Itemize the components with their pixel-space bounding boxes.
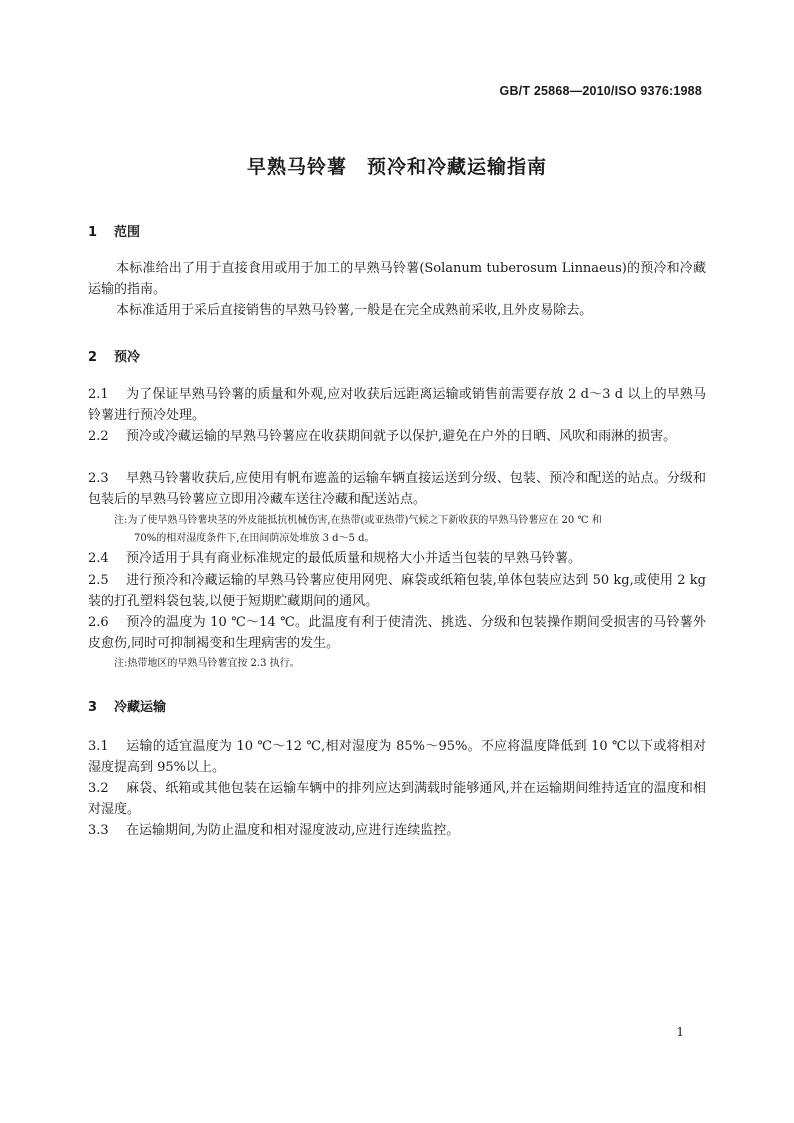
clause-text: 早熟马铃薯收获后,应使用有帆布遮盖的运输车辆直接运送到分级、包装、预冷和配送的站点。分级和包装后的早熟马铃薯应立即用冷藏车送往冷藏和配送站点。	[88, 471, 706, 507]
clause-number: 2.5	[88, 573, 109, 588]
section-heading-transport	[88, 696, 166, 715]
section-heading-precooling	[88, 346, 140, 365]
clause-text: 在运输期间,为防止温度和相对湿度波动,应进行连续监控。	[126, 823, 460, 838]
clause-text: 预冷的温度为 10 ℃～14 ℃。此温度有利于使清洗、挑选、分级和包装操作期间受损害的马铃薯外皮愈伤,同时可抑制褐变和生理病害的发生。	[88, 615, 706, 651]
section-number: 1	[88, 225, 98, 240]
clause-2-2	[88, 427, 706, 448]
page-title: 早熟马铃薯 预冷和冷藏运输指南	[246, 156, 547, 178]
note-2-6: 注:热带地区的早熟马铃薯宜按 2.3 执行。	[114, 658, 300, 669]
clause-3-3	[88, 821, 706, 842]
clause-number: 2.1	[88, 387, 109, 402]
clause-2-1	[88, 385, 706, 426]
note-2-3-line-1: 注:为了使早熟马铃薯块茎的外皮能抵抗机械伤害,在热带(或亚热带)气候之下新收获的早熟马铃薯应在 20 ℃ 和	[114, 515, 602, 526]
section-heading-scope	[88, 221, 140, 240]
note-2-3-line-2: 70%的相对湿度条件下,在田间荫凉处堆放 3 d～5 d。	[134, 533, 375, 544]
clause-number: 3.1	[88, 739, 109, 754]
page-number: 1	[676, 1025, 684, 1039]
clause-text: 为了保证早熟马铃薯的质量和外观,应对收获后远距离运输或销售前需要存放 2 d～3 d 以上的早熟马铃薯进行预冷处理。	[88, 387, 706, 423]
clause-text: 预冷适用于具有商业标准规定的最低质量和规格大小并适当包装的早熟马铃薯。	[126, 551, 582, 566]
clause-text: 运输的适宜温度为 10 ℃～12 ℃,相对湿度为 85%～95%。不应将温度降低到 10 ℃以下或将相对湿度提高到 95%以上。	[88, 739, 706, 775]
clause-2-5	[88, 571, 706, 612]
clause-number: 3.2	[88, 781, 109, 796]
clause-number: 2.2	[88, 429, 109, 444]
clause-text: 进行预冷和冷藏运输的早熟马铃薯应使用网兜、麻袋或纸箱包装,单体包装应达到 50 kg,或使用 2 kg 装的打孔塑料袋包装,以便于短期贮藏期间的通风。	[88, 573, 706, 609]
clause-3-2	[88, 779, 706, 820]
clause-text: 预冷或冷藏运输的早熟马铃薯应在收获期间就予以保护,避免在户外的日晒、风吹和雨淋的损害。	[126, 429, 677, 444]
clause-number: 2.4	[88, 551, 109, 566]
clause-2-3	[88, 469, 706, 510]
clause-number: 3.3	[88, 823, 109, 838]
clause-number: 2.6	[88, 615, 109, 630]
section-title: 预冷	[114, 350, 141, 365]
clause-3-1	[88, 737, 706, 778]
clause-number: 2.3	[88, 471, 109, 486]
clause-2-6	[88, 613, 706, 654]
section-number: 3	[88, 700, 98, 715]
clause-2-4	[88, 549, 706, 570]
scope-paragraph-1: 本标准给出了用于直接食用或用于加工的早熟马铃薯(Solanum tuberosum Linnaeus)的预冷和冷藏运输的指南。	[88, 261, 706, 297]
standard-code: GB/T 25868—2010/ISO 9376:1988	[499, 84, 702, 98]
clause-text: 麻袋、纸箱或其他包装在运输车辆中的排列应达到满载时能够通风,并在运输期间维持适宜的温度和相对湿度。	[88, 781, 706, 817]
scope-paragraph-2: 本标准适用于采后直接销售的早熟马铃薯,一般是在完全成熟前采收,且外皮易除去。	[116, 303, 593, 318]
section-number: 2	[88, 350, 98, 365]
section-title: 范围	[114, 225, 141, 240]
section-title: 冷藏运输	[114, 700, 167, 715]
